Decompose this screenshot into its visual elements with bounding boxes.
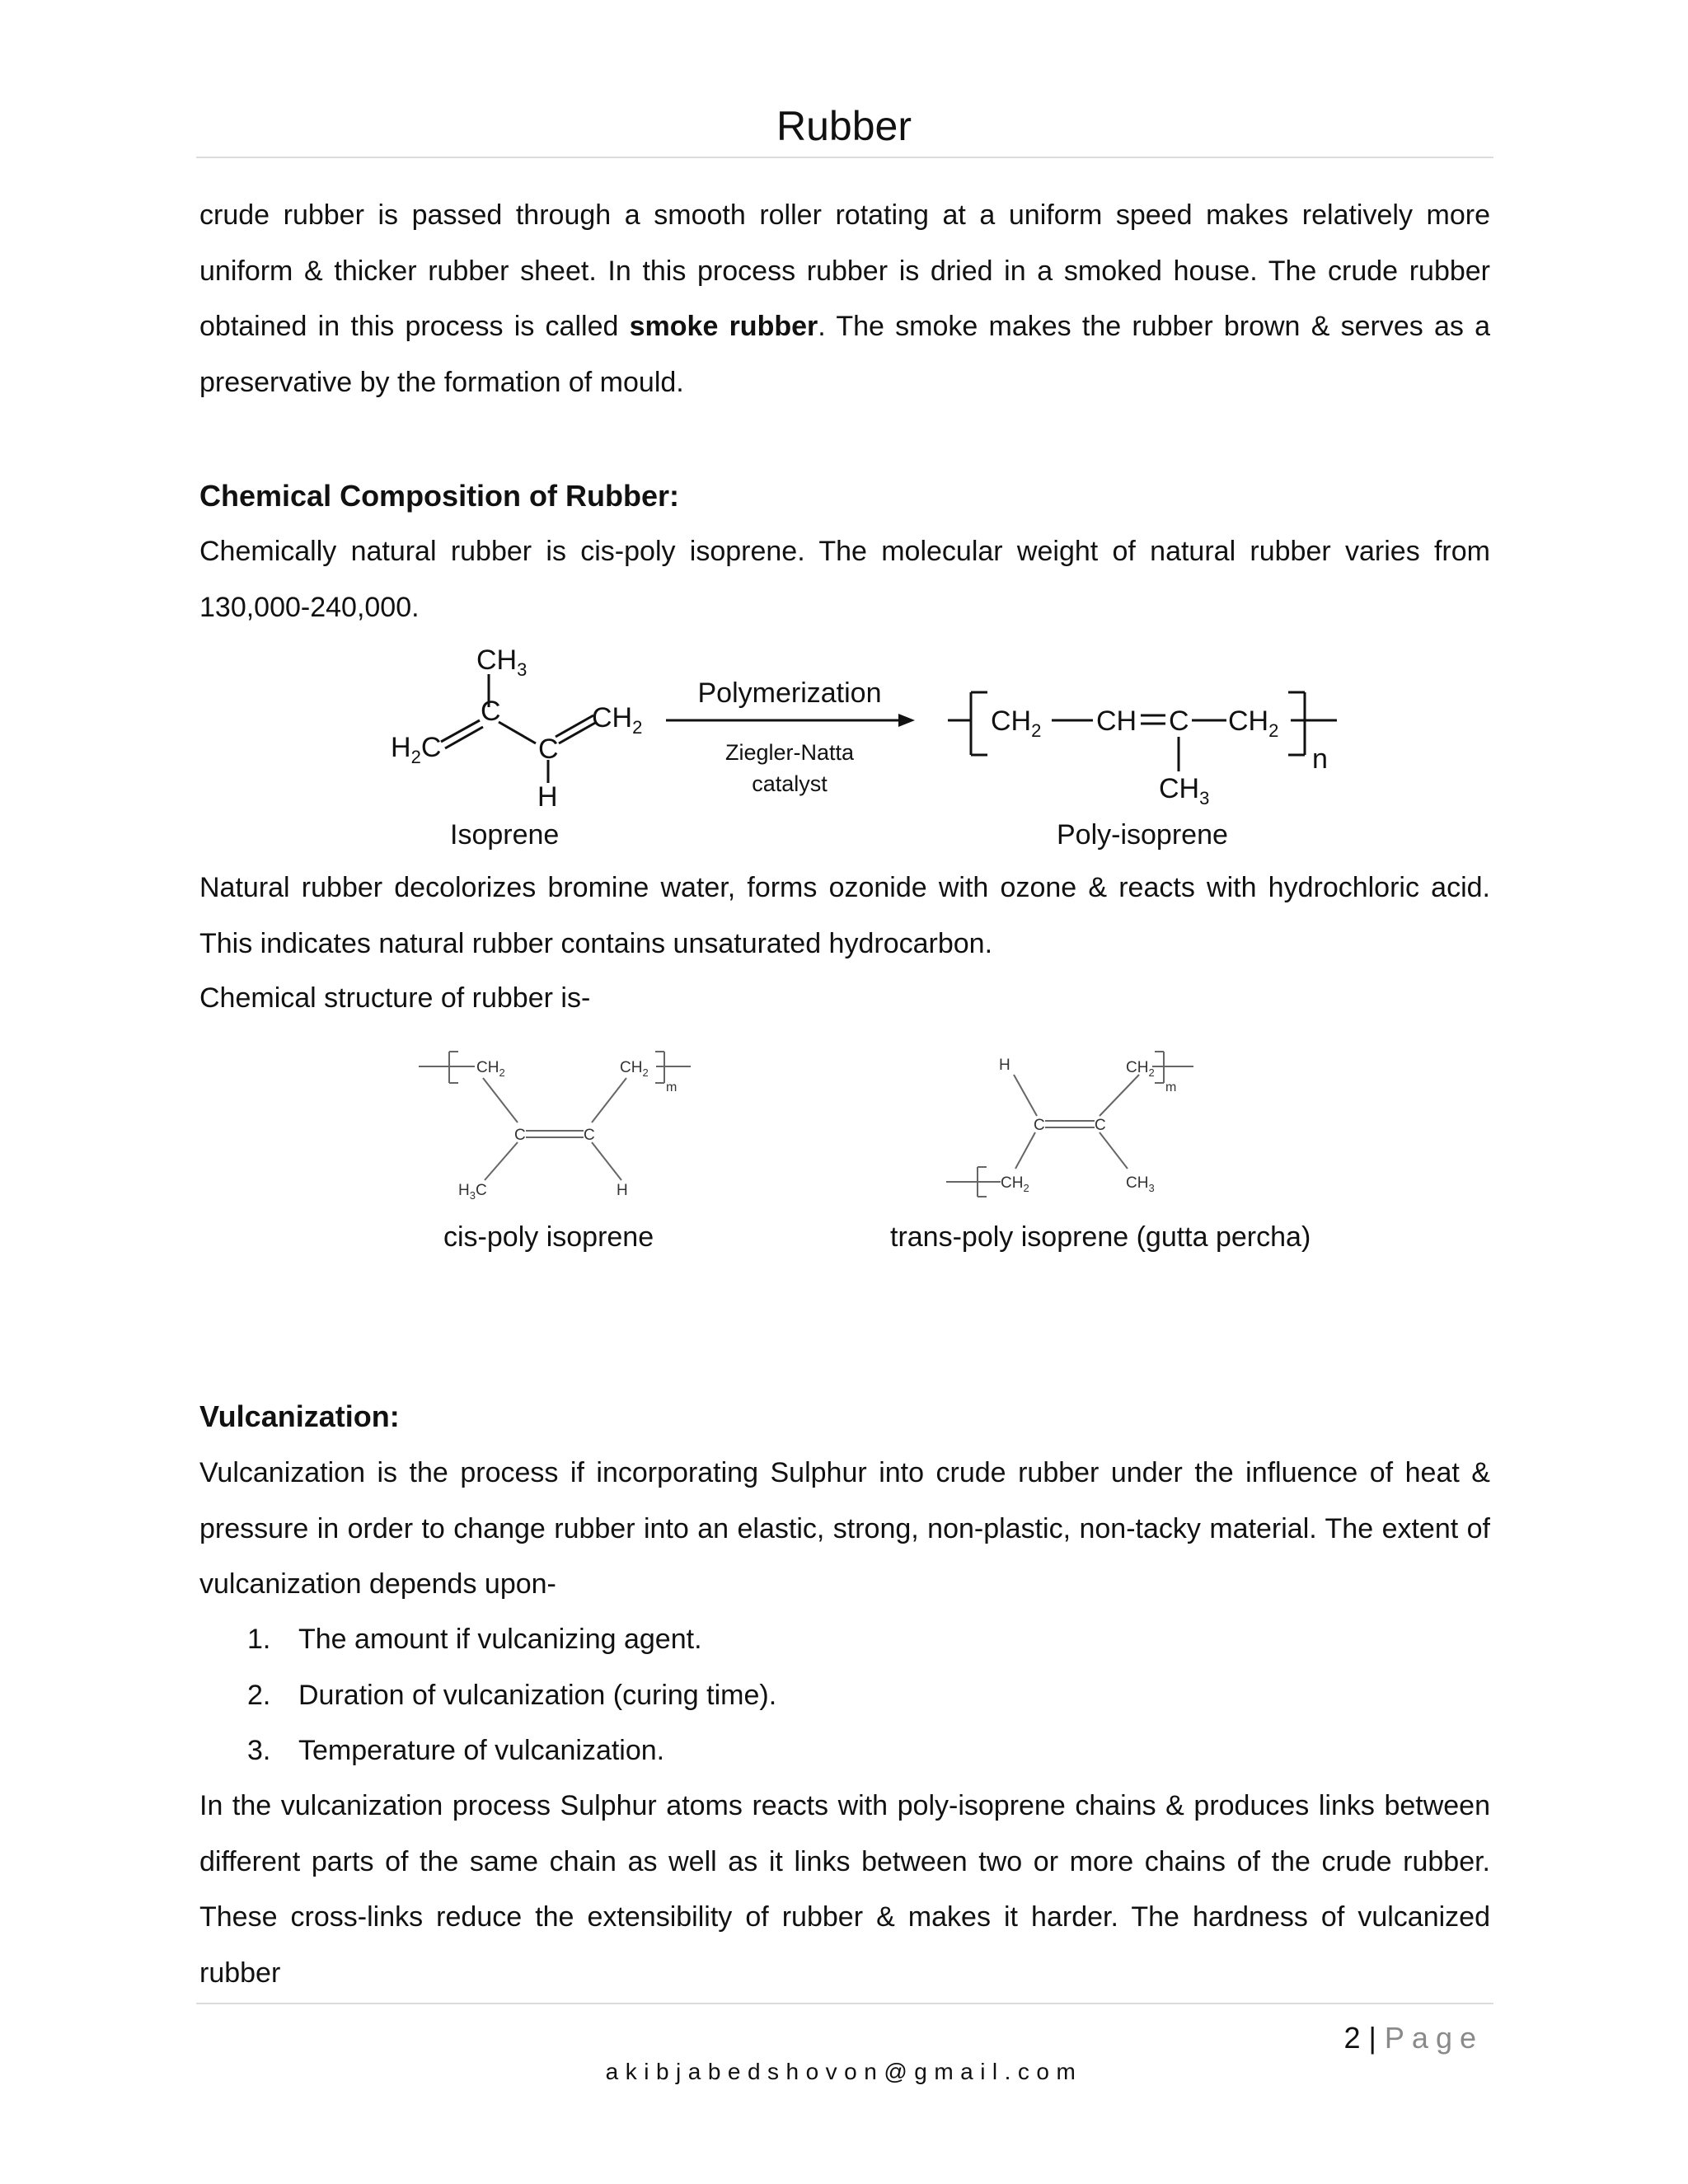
isoprene-h2c-label: $H_2C$	[391, 732, 442, 767]
polymerization-label: Polymerization	[697, 677, 882, 709]
crosslink-paragraph: In the vulcanization process Sulphur atoms reacts with poly-isoprene chains & produces links between different parts of the same chain as well as it links between two or more chains of the crude rubber. These cross-links reduce the extensibility of rubber & makes it harder. The hardness of vulcanized rubber	[199, 1790, 1490, 1989]
smoke-rubber-term: smoke rubber	[629, 311, 818, 342]
cis-h3c-label: $H_3C$	[458, 1182, 487, 1202]
isoprene-c2-label: C	[481, 696, 501, 727]
structure-intro: Chemical structure of rubber is-	[199, 982, 591, 1014]
isoprene-isomers-figure	[0, 1040, 1688, 1213]
polymer-c-label: C	[1169, 705, 1189, 737]
page-number: 2 | Page	[1343, 2021, 1484, 2055]
trans-ch2-bottom-label: $CH_2$	[1001, 1174, 1029, 1194]
bromine-paragraph: Natural rubber decolorizes bromine water, forms ozonide with ozone & reacts with hydrochloric acid. This indicates natural rubber contains unsaturated hydrocarbon.	[199, 872, 1490, 959]
trans-ch3-label: $CH_3$	[1126, 1174, 1155, 1194]
polymer-ch2-right-label: $CH_2$	[1228, 705, 1279, 741]
cis-c-left-label: C	[514, 1127, 526, 1144]
footer-rule	[196, 2003, 1493, 2004]
trans-caption: trans-poly isoprene (gutta percha)	[890, 1221, 1311, 1253]
isoprene-ch2-label: $CH_2$	[592, 702, 643, 738]
polymer-ch3-label: $CH_3$	[1159, 773, 1210, 808]
trans-m-subscript: m	[1165, 1080, 1177, 1094]
polyisoprene-caption: Poly-isoprene	[1057, 819, 1228, 851]
isoprene-ch3-label: $CH_3$	[476, 644, 528, 680]
list-item: 2. Duration of vulcanization (curing time).	[247, 1679, 777, 1711]
composition-heading: Chemical Composition of Rubber:	[199, 479, 680, 513]
cis-m-subscript: m	[666, 1080, 678, 1094]
list-item: 3. Temperature of vulcanization.	[247, 1735, 665, 1766]
cis-c-right-label: C	[584, 1127, 595, 1144]
intro-paragraph	[199, 188, 1490, 410]
footer-email: akibjabedshovon@gmail.com	[605, 2059, 1083, 2084]
vulcanization-heading: Vulcanization:	[199, 1399, 400, 1433]
isoprene-caption: Isoprene	[450, 819, 560, 851]
cis-ch2-right-label: $CH_2$	[620, 1059, 649, 1079]
catalyst-label-line2: catalyst	[752, 771, 828, 796]
composition-paragraph: Chemically natural rubber is cis-poly isoprene. The molecular weight of natural rubber varies from 130,000-240,000.	[199, 536, 1490, 623]
header-rule	[196, 157, 1493, 158]
isoprene-h-label: H	[537, 781, 558, 813]
trans-ch2-top-label: $CH_2$	[1126, 1059, 1155, 1079]
list-item: 1. The amount if vulcanizing agent.	[247, 1624, 702, 1655]
polymer-ch2-left-label: $CH_2$	[991, 705, 1042, 741]
polymerization-reaction-figure	[0, 635, 1688, 857]
polymer-ch-label: CH	[1096, 705, 1137, 737]
vulcanization-factors-list	[199, 1612, 1490, 1779]
page-header-title: Rubber	[776, 103, 912, 149]
intro-text-start: crude rubber is passed through a smooth roller rotating at a uniform speed makes relatively more uniform & thicker rubber sheet. In this process rubber is dried in a smoked house. The crude rubber obtained in this process is called	[199, 199, 1490, 342]
trans-c-left-label: C	[1034, 1117, 1045, 1134]
isoprene-c3-label: C	[538, 733, 559, 765]
vulcanization-paragraph: Vulcanization is the process if incorporating Sulphur into crude rubber under the influence of heat & pressure in order to change rubber into an elastic, strong, non-plastic, non-tacky material. The extent of vulcanization depends upon-	[199, 1457, 1490, 1600]
cis-h-label: H	[617, 1182, 628, 1199]
cis-caption: cis-poly isoprene	[443, 1221, 654, 1253]
cis-ch2-left-label: $CH_2$	[476, 1059, 505, 1079]
intro-text-end: . The smoke makes the rubber brown & serves as a preservative by the formation of mould.	[199, 311, 1490, 398]
trans-h-label: H	[999, 1057, 1010, 1074]
catalyst-label-line1: Ziegler-Natta	[724, 740, 855, 765]
trans-c-right-label: C	[1095, 1117, 1106, 1134]
polymer-n-subscript: n	[1312, 743, 1328, 775]
